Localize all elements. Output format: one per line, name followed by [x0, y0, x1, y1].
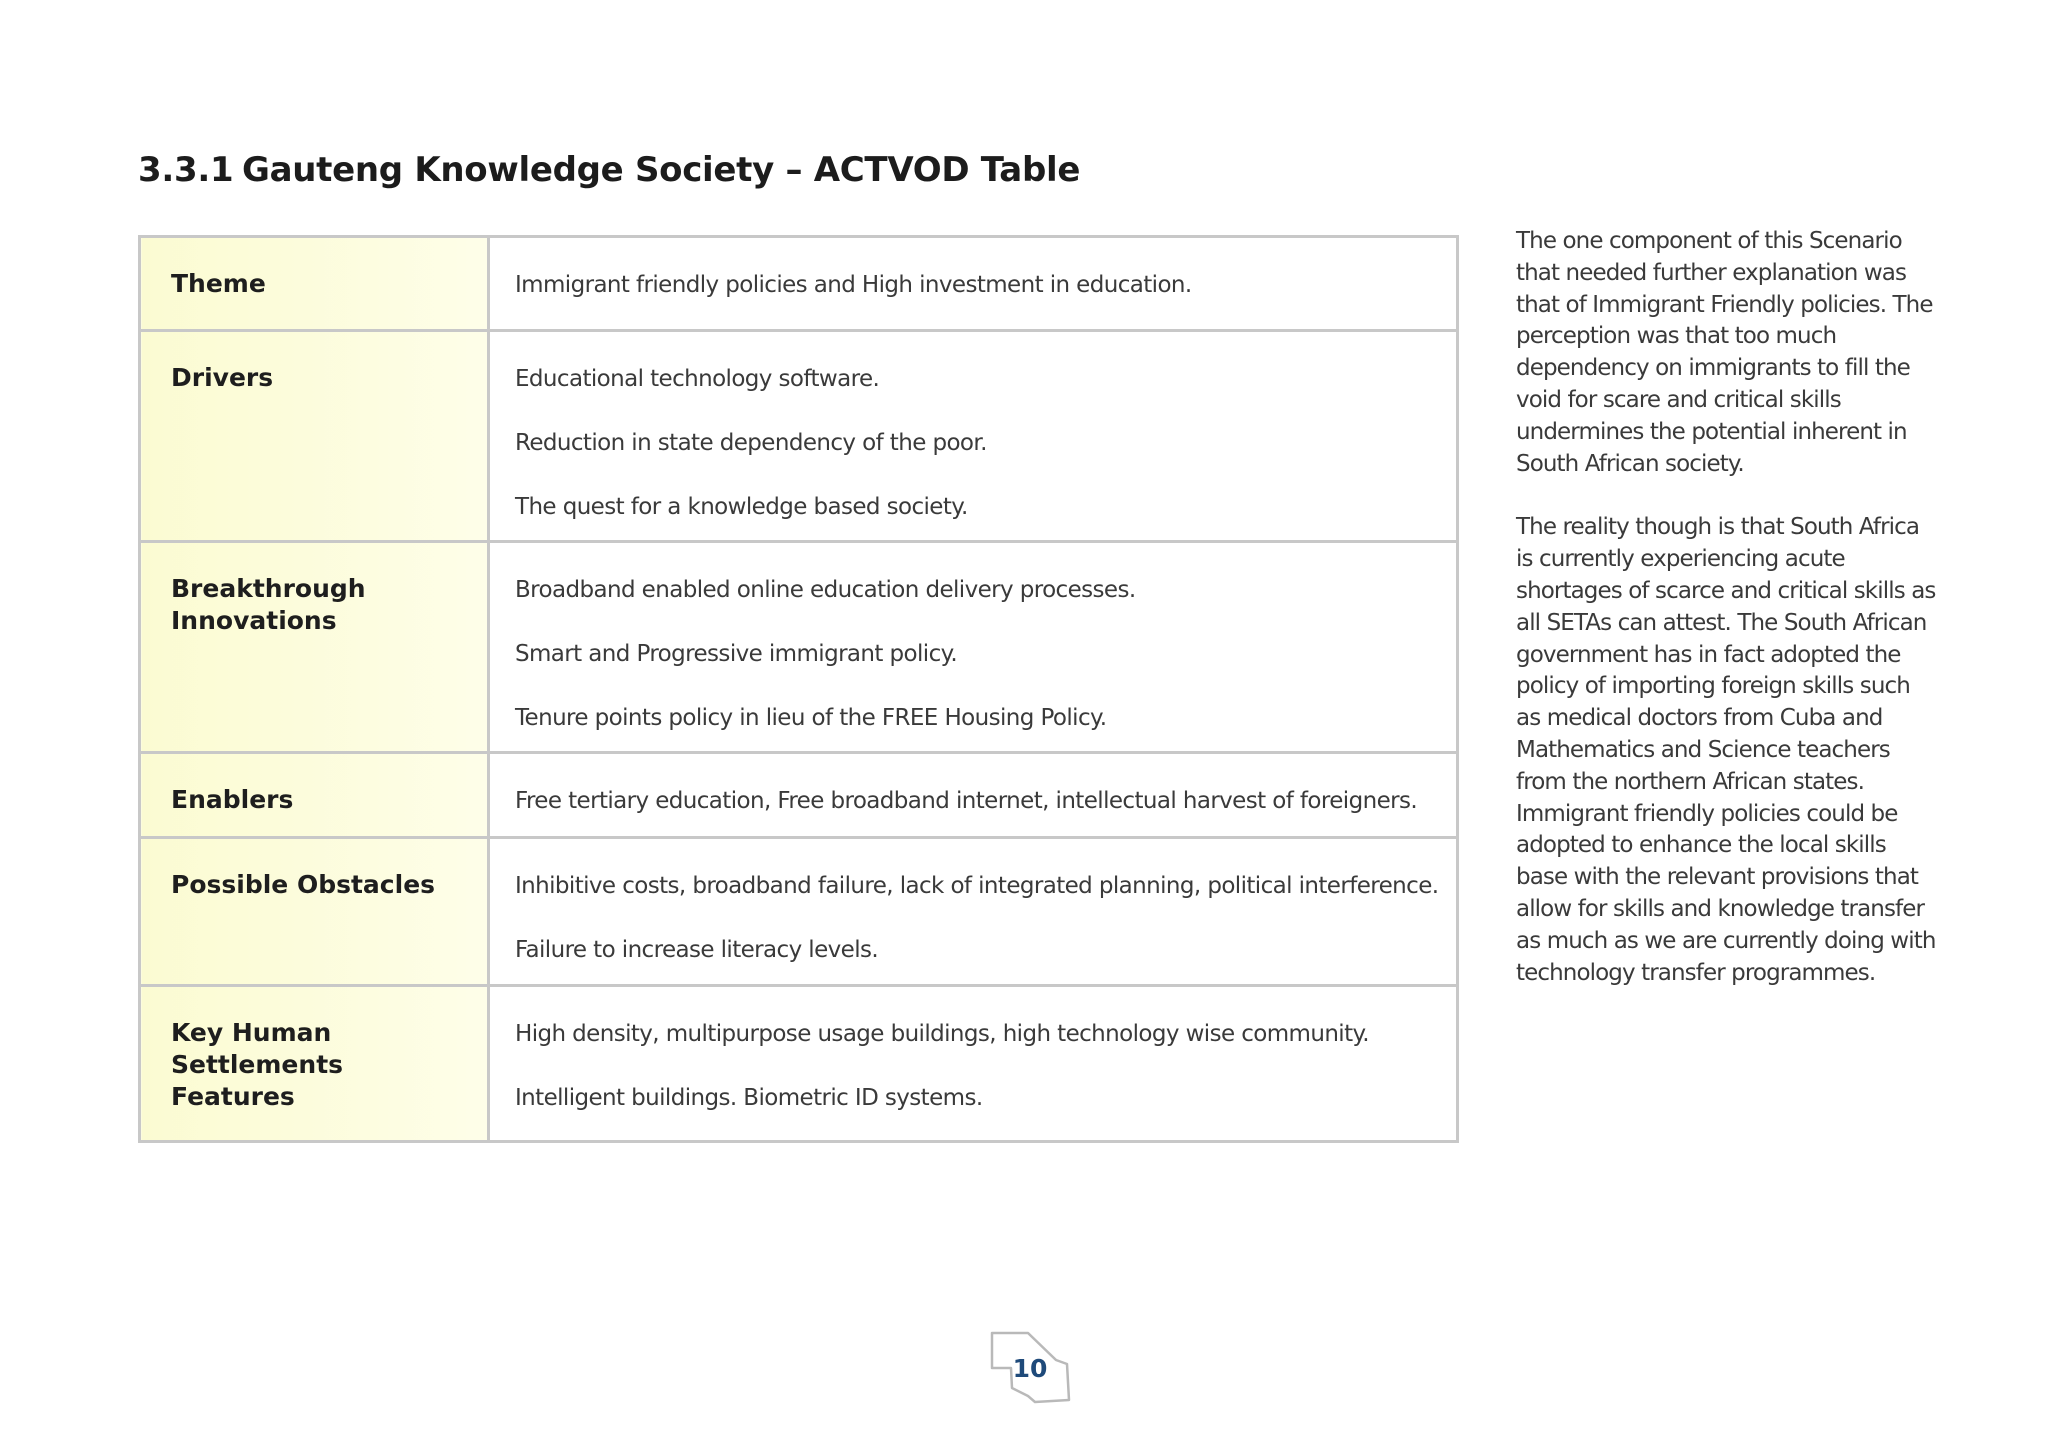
row-line: Smart and Progressive immigrant policy.: [515, 641, 958, 667]
row-label-cell: [140, 237, 489, 331]
section-title: Gauteng Knowledge Society – ACTVOD Table: [242, 150, 1081, 190]
row-line: Inhibitive costs, broadband failure, lack of integrated planning, political interference.: [515, 873, 1439, 899]
table-row-drivers: [140, 331, 1458, 542]
explanation-paragraph: The reality though is that South Africa is currently experiencing acute shortages of scarce and critical skills as all SETAs can attest. The South African government has in fact adopted the policy of importing foreign skills such as medical doctors from Cuba and Mathematics and Science teachers from the northern African states. Immigrant friendly policies could be adopted to enhance the local skills base with the relevant provisions that allow for skills and knowledge transfer as much as we are currently doing with technology transfer programmes.: [1516, 514, 1936, 986]
actvod-table: [138, 235, 1459, 1143]
table-row-theme: [140, 237, 1458, 331]
row-line: Tenure points policy in lieu of the FREE Housing Policy.: [515, 705, 1107, 731]
row-content-cell: [489, 986, 1458, 1142]
row-line: Reduction in state dependency of the poor.: [515, 430, 987, 456]
page-number: 10: [1012, 1354, 1048, 1383]
row-line: Educational technology software.: [515, 366, 880, 392]
row-content-cell: [489, 542, 1458, 753]
table-row-breakthrough-innovations: [140, 542, 1458, 753]
row-line: The quest for a knowledge based society.: [515, 494, 968, 520]
row-label: Breakthrough Innovations: [171, 574, 366, 635]
row-line: Failure to increase literacy levels.: [515, 937, 879, 963]
page-number-badge: [988, 1330, 1072, 1406]
row-line: Broadband enabled online education delivery processes.: [515, 577, 1136, 603]
row-label: Enablers: [171, 785, 294, 814]
row-line: High density, multipurpose usage buildings, high technology wise community.: [515, 1021, 1369, 1047]
row-label: Theme: [171, 269, 266, 298]
table-row-key-human-settlements: [140, 986, 1458, 1142]
row-content-cell: [489, 331, 1458, 542]
row-label-cell: [140, 838, 489, 986]
row-line: Free tertiary education, Free broadband internet, intellectual harvest of foreigners.: [515, 788, 1418, 814]
row-label: Key Human Settlements Features: [171, 1018, 344, 1111]
table-row-enablers: [140, 753, 1458, 838]
row-label-cell: [140, 542, 489, 753]
row-line: Immigrant friendly policies and High investment in education.: [515, 272, 1192, 298]
row-label: Drivers: [171, 363, 274, 392]
row-content-cell: [489, 237, 1458, 331]
row-label-cell: [140, 753, 489, 838]
row-label-cell: [140, 986, 489, 1142]
row-content-cell: [489, 753, 1458, 838]
row-label-cell: [140, 331, 489, 542]
row-label: Possible Obstacles: [171, 870, 436, 899]
section-heading: [138, 150, 1080, 190]
explanation-sidebar: [1516, 226, 1936, 1021]
row-line: Intelligent buildings. Biometric ID systems.: [515, 1085, 983, 1111]
explanation-paragraph: The one component of this Scenario that needed further explanation was that of Immigrant Friendly policies. The perception was that too much dependency on immigrants to fill the void for scare and critical skills undermines the potential inherent in South African society.: [1516, 228, 1933, 477]
row-content-cell: [489, 838, 1458, 986]
table-row-possible-obstacles: [140, 838, 1458, 986]
section-number: 3.3.1: [138, 150, 234, 190]
